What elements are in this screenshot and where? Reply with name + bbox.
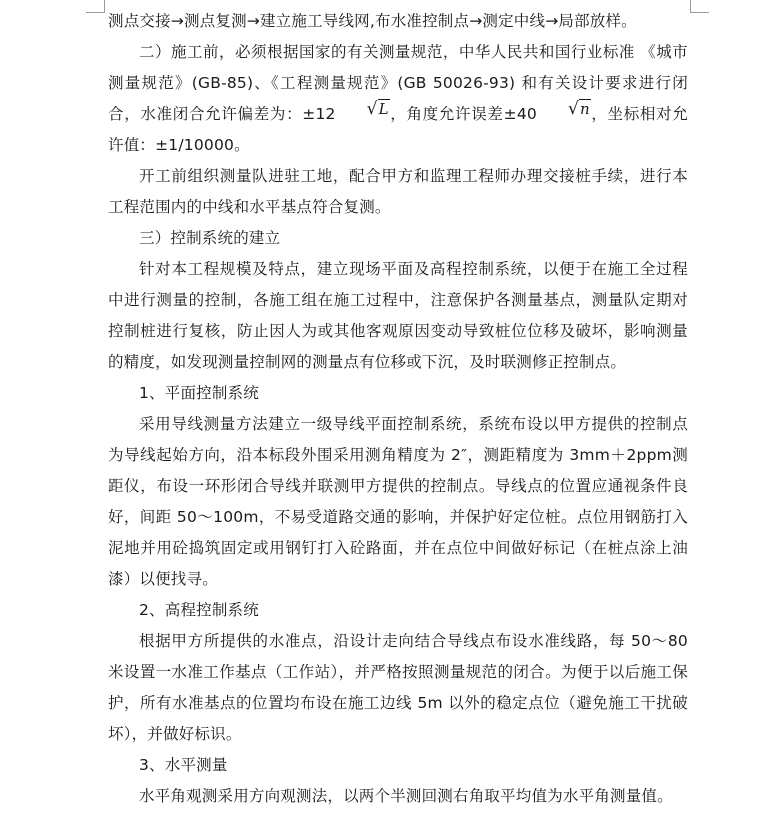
heading-horizontal-survey: 3、水平测量 [139,756,228,774]
formula-sqrt-n: √n [567,99,590,119]
text-angle-tolerance: ，角度允许误差±40 [389,105,537,123]
paragraph-site-handover: 开工前组织测量队进驻工地，配合甲方和监理工程师办理交接桩手续，进行本工程范围内的中线和水平基点符合复测。 [108,167,688,216]
paragraph-before-construction [108,37,688,161]
formula-var-l: L [378,100,389,118]
heading-plane-control: 1、平面控制系统 [139,384,259,402]
paragraph-workflow-line: 测点交接→测点复测→建立施工导线网,布水准控制点→测定中线→局部放样。 [108,12,637,30]
heading-control-system: 三）控制系统的建立 [139,229,281,247]
formula-var-n: n [579,100,590,118]
paragraph-horizontal-survey: 水平角观测采用方向观测法，以两个半测回测右角取平均值为水平角测量值。 [139,787,673,805]
formula-sqrt-l: √L [366,99,389,119]
page-corner-mark-left [86,0,105,13]
page-corner-mark-right [690,0,709,13]
text-standards-intro: 二）施工前，必须根据国家的有关测量规范，中华人民共和国行业标准 《城市测量规范》(GB-85)、《工程测量规范》(GB 50026-93) 和有关设计要求进行闭合，水准闭合允许偏差为：±12 [108,43,688,123]
text-coordinate-tolerance: ，坐标相对允许值：±1/10000。 [108,105,688,154]
document-body [108,6,688,812]
paragraph-plane-control: 采用导线测量方法建立一级导线平面控制系统，系统布设以甲方提供的控制点为导线起始方向，沿本标段外围采用测角精度为 2″，测距精度为 3mm＋2ppm测距仪，布设一环形闭合导线并联测甲方提供的控制点。导线点的位置应通视条件良好，间距 50～100m，不易受道路交通的影响，并保护好定位桩。点位用钢筋打入泥地并用砼捣筑固定或用钢钉打入砼路面，并在点位中间做好标记（在桩点涂上油漆）以便找寻。 [108,415,688,588]
heading-elevation-control: 2、高程控制系统 [139,601,259,619]
paragraph-elevation-control: 根据甲方所提供的水准点，沿设计走向结合导线点布设水准线路，每 50～80 米设置一水准工作基点（工作站），并严格按照测量规范的闭合。为便于以后施工保护，所有水准基点的位置均布设在施工边线 5m 以外的稳定点位（避免施工干扰破坏），并做好标识。 [108,632,688,743]
paragraph-control-system: 针对本工程规模及特点，建立现场平面及高程控制系统，以便于在施工全过程中进行测量的控制，各施工组在施工过程中，注意保护各测量基点，测量队定期对控制桩进行复核，防止因人为或其他客观原因变动导致桩位位移及破坏，影响测量的精度，如发现测量控制网的测量点有位移或下沉，及时联测修正控制点。 [108,260,688,371]
